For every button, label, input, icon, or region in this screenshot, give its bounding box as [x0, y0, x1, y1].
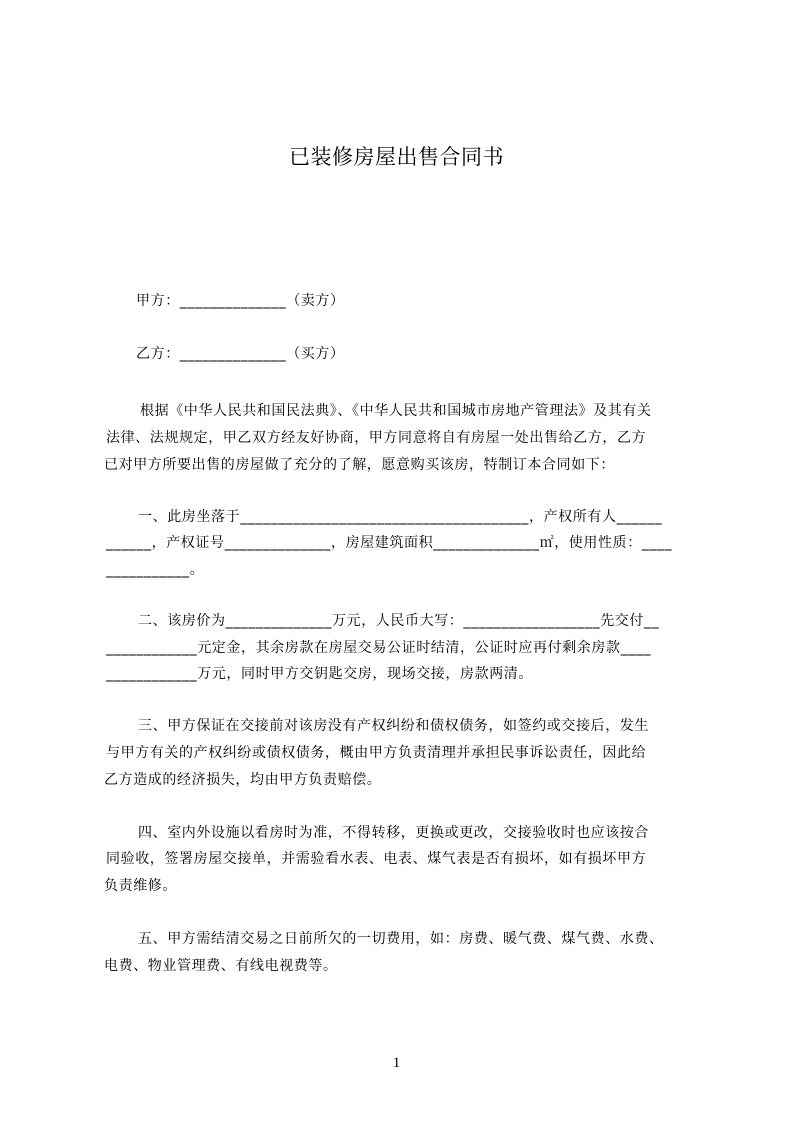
- clause-3-line: 与甲方有关的产权纠纷或债权债务，概由甲方负责清理并承担民事诉讼责任，因此给: [106, 745, 647, 761]
- party-a-line: 甲方：______________（卖方）: [136, 293, 345, 309]
- page-number: 1: [392, 1055, 401, 1071]
- clause-4-line: 四、室内外设施以看房时为准，不得转移，更换或更改，交接验收时也应该按合: [138, 825, 649, 841]
- clause-3-line: 乙方造成的经济损失，均由甲方负责赔偿。: [104, 772, 382, 788]
- clause-5-line: 电费、物业管理费、有线电视费等。: [104, 958, 338, 974]
- clause-2-line: ____________万元，同时甲方交钥匙交房，现场交接，房款两清。: [106, 666, 533, 682]
- document-title: 已装修房屋出售合同书: [289, 145, 504, 169]
- clause-5-line: 五、甲方需结清交易之日前所欠的一切费用，如：房费、暖气费、煤气费、水费、: [138, 931, 664, 947]
- clause-1-line: ______，产权证号______________，房屋建筑面积______________㎡，使用性质：____: [106, 535, 673, 551]
- party-b-line: 乙方：______________（买方）: [136, 346, 345, 362]
- clause-1-line: ___________。: [106, 562, 205, 578]
- clause-2-line: ____________元定金，其余房款在房屋交易公证时结清，公证时应再付剩余房款____: [106, 640, 651, 656]
- clause-2-line: 二、该房价为______________万元，人民币大写：__________________先交付__: [138, 613, 660, 629]
- clause-3-line: 三、甲方保证在交接前对该房没有产权纠纷和债权债务，如签约或交接后，发生: [138, 718, 649, 734]
- intro-line: 法律、法规规定，甲乙双方经友好协商，甲方同意将自有房屋一处出售给乙方，乙方: [106, 430, 647, 446]
- clause-4-line: 负责维修。: [104, 878, 177, 894]
- clause-1-line: 一、此房坐落于______________________________________，产权所有人______: [138, 509, 663, 525]
- intro-line: 根据《中华人民共和国民法典》、《中华人民共和国城市房地产管理法》及其有关: [140, 403, 652, 419]
- intro-line: 已对甲方所要出售的房屋做了充分的了解，愿意购买该房，特制订本合同如下：: [104, 457, 615, 473]
- clause-4-line: 同验收，签署房屋交接单，并需验看水表、电表、煤气表是否有损坏，如有损坏甲方: [106, 851, 647, 867]
